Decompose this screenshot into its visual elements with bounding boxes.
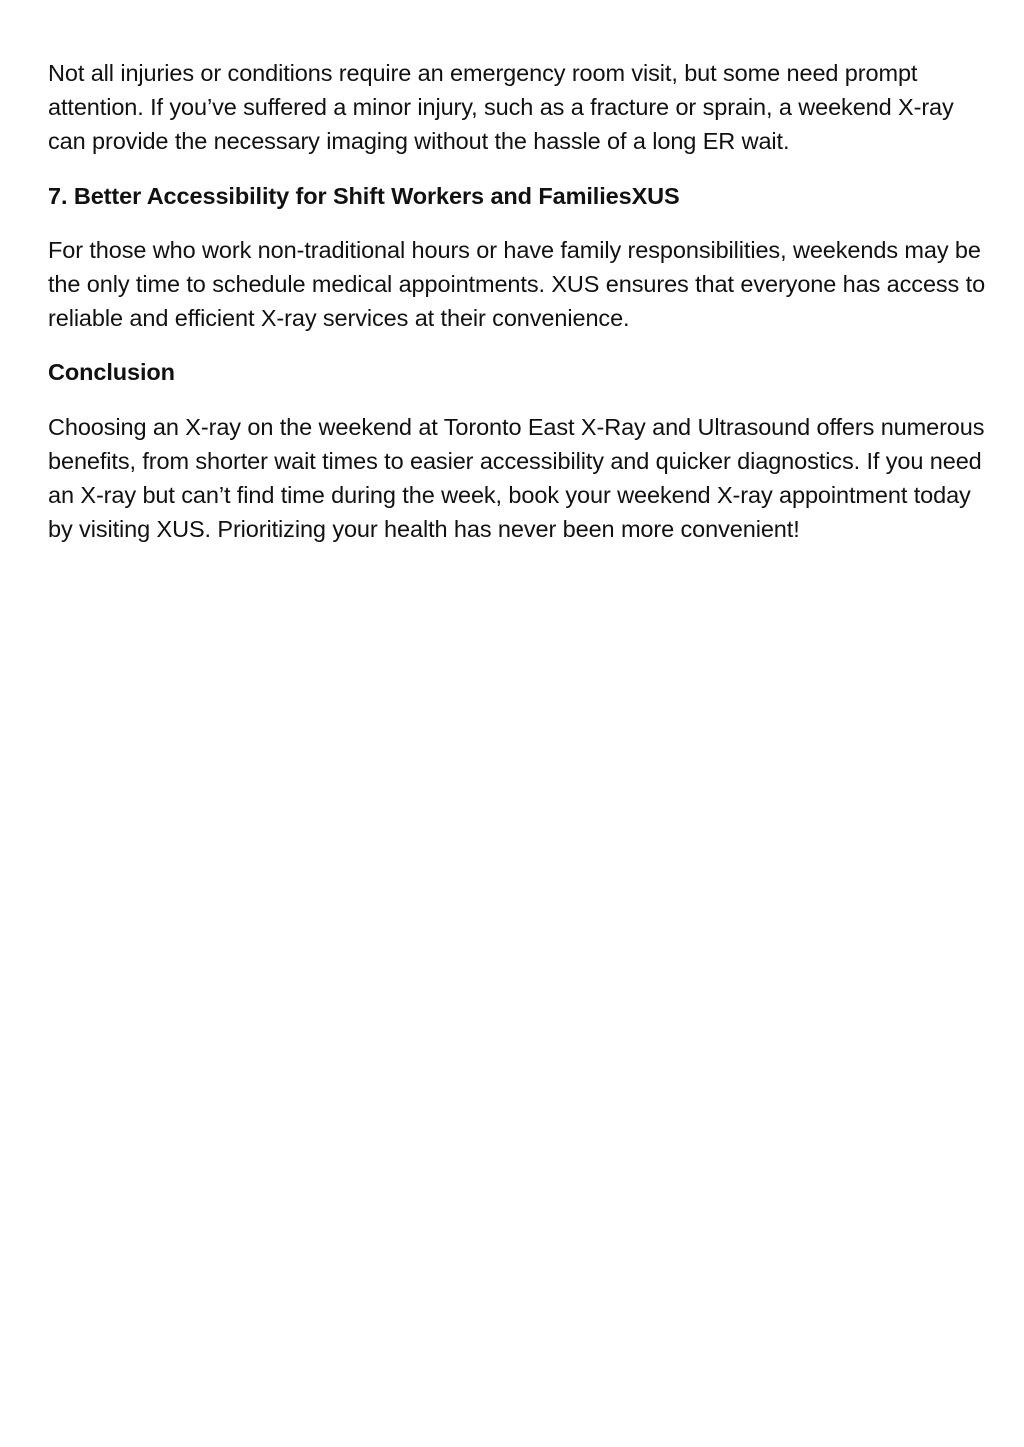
intro-paragraph: Not all injuries or conditions require an emergency room visit, but some need prompt attention. If you’ve suffered a minor injury, such as a fracture or sprain, a weekend X-ray can provide the necessary imaging without the hassle of a long ER wait. bbox=[48, 60, 954, 155]
section-7-heading: 7. Better Accessibility for Shift Workers and FamiliesXUS bbox=[48, 182, 680, 209]
conclusion-heading: Conclusion bbox=[48, 359, 175, 386]
document-page bbox=[48, 56, 988, 546]
conclusion-paragraph: Choosing an X-ray on the weekend at Toronto East X-Ray and Ultrasound offers numerous benefits, from shorter wait times to easier accessibility and quicker diagnostics. If you need an X-ray but can’t find time during the week, book your weekend X-ray appointment today by visiting XUS. Prioritizing your health has never been more convenient! bbox=[48, 413, 985, 543]
section-7-paragraph: For those who work non-traditional hours or have family responsibilities, weekends may be the only time to schedule medical appointments. XUS ensures that everyone has access to reliable and efficient X-ray services at their convenience. bbox=[48, 236, 986, 332]
